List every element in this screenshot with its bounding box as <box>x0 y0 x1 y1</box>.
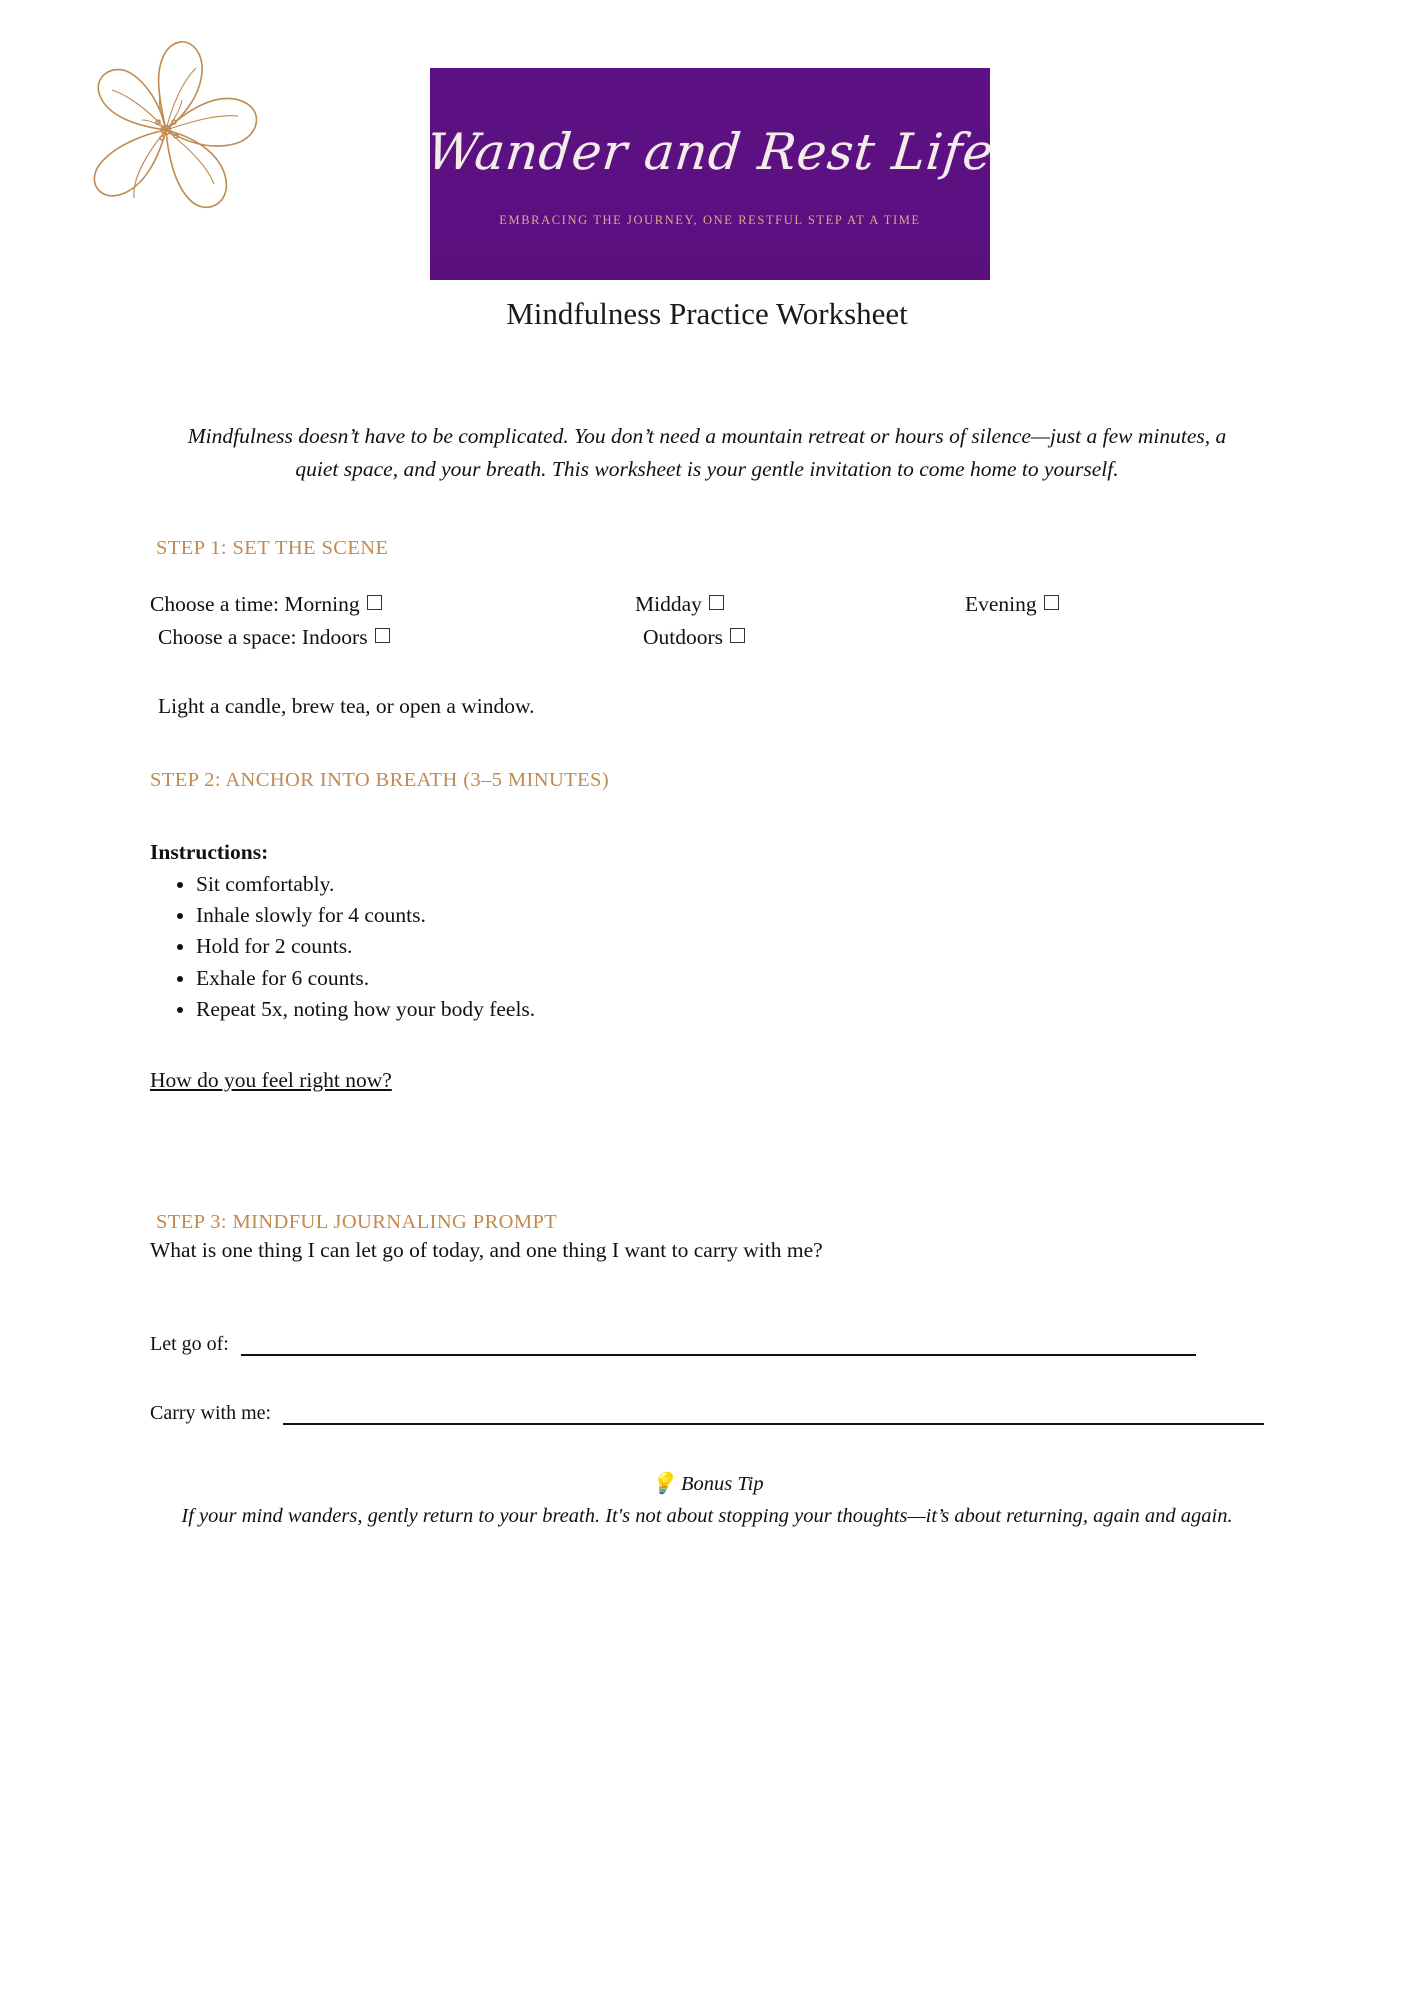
checkbox-evening[interactable] <box>1044 595 1059 610</box>
brand-banner <box>423 68 997 280</box>
instructions-label: Instructions: <box>150 839 269 864</box>
bonus-tip-heading <box>150 1469 1264 1500</box>
journaling-prompt: What is one thing I can let go of today, and one thing I want to carry with me? <box>150 1237 823 1262</box>
space-choice-row <box>150 625 1264 650</box>
list-item: • Hold for 2 counts. <box>196 931 1264 962</box>
time-label: Choose a time: Morning <box>150 591 360 616</box>
list-item: • Exhale for 6 counts. <box>196 963 1264 994</box>
brand-tagline: EMBRACING THE JOURNEY, ONE RESTFUL STEP AT A TIME <box>499 212 921 227</box>
step-1-heading: STEP 1: SET THE SCENE <box>156 536 389 559</box>
time-choice-row <box>150 592 1264 617</box>
step-2-heading: STEP 2: ANCHOR INTO BREATH (3–5 MINUTES) <box>150 768 610 791</box>
time-option-evening[interactable] <box>965 592 1165 617</box>
feelings-question: How do you feel right now? <box>150 1067 392 1092</box>
intro-paragraph: Mindfulness doesn’t have to be complicated. You don’t need a mountain retreat or hours of silence—just a few minutes, a quiet space, and your breath. This worksheet is your gentle invitation to come home to yourself. <box>187 424 1227 482</box>
space-option-outdoors[interactable] <box>643 625 973 650</box>
bonus-tip-block <box>150 1469 1264 1533</box>
document-header <box>0 0 1414 290</box>
step-1-note: Light a candle, brew tea, or open a window. <box>158 693 535 718</box>
carry-with-me-input[interactable] <box>283 1405 1264 1425</box>
list-item: • Repeat 5x, noting how your body feels. <box>196 994 1264 1025</box>
lightbulb-icon: 💡 <box>650 1472 676 1495</box>
document-body <box>0 420 1414 1532</box>
brand-name: Wander and Rest Life <box>423 123 997 182</box>
time-option-midday-label: Midday <box>635 591 702 616</box>
instructions-list <box>150 869 1264 1026</box>
checkbox-indoors[interactable] <box>375 628 390 643</box>
checkbox-midday[interactable] <box>709 595 724 610</box>
space-option-indoors[interactable] <box>158 625 643 650</box>
space-option-outdoors-label: Outdoors <box>643 624 724 649</box>
bonus-tip-title: Bonus Tip <box>681 1472 764 1495</box>
carry-with-me-label: Carry with me: <box>150 1401 272 1424</box>
checkbox-outdoors[interactable] <box>730 628 745 643</box>
checkbox-morning[interactable] <box>367 595 382 610</box>
list-item: • Sit comfortably. <box>196 869 1264 900</box>
space-row-spacer <box>973 625 1173 650</box>
list-item: • Inhale slowly for 4 counts. <box>196 900 1264 931</box>
let-go-of-input[interactable] <box>241 1336 1196 1356</box>
time-option-evening-label: Evening <box>965 591 1037 616</box>
let-go-of-label: Let go of: <box>150 1332 229 1355</box>
time-option-midday[interactable] <box>635 592 965 617</box>
carry-with-me-field-row <box>150 1402 1264 1425</box>
space-label: Choose a space: Indoors <box>158 624 368 649</box>
let-go-of-field-row <box>150 1333 1264 1356</box>
time-option-morning[interactable] <box>150 592 635 617</box>
step-3-heading: STEP 3: MINDFUL JOURNALING PROMPT <box>156 1210 558 1233</box>
page-title: Mindfulness Practice Worksheet <box>506 296 908 331</box>
bonus-tip-text: If your mind wanders, gently return to your breath. It's not about stopping your thoughts—it’s about returning, again and again. <box>181 1505 1233 1528</box>
flower-outline-icon <box>62 34 272 229</box>
